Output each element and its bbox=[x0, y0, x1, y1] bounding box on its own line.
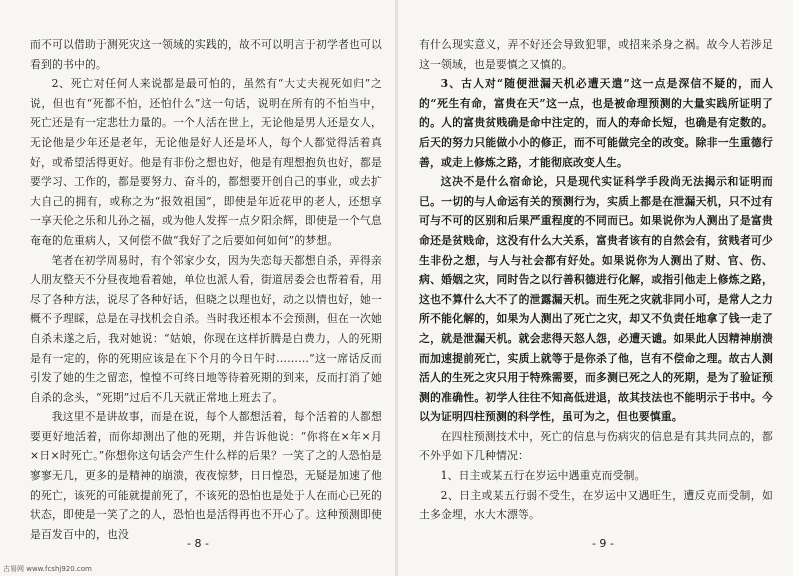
left-paragraph: 我这里不是讲故事，而是在说，每个人都想活着，每个活着的人都想要更好地活着，而你却测出了他的死期，并告诉他说：“你将在×年×月×日×时死亡。”你想你这句话会产生什么样的后果？一笑了之的人恐怕是寥寥无几，更多的是精神的崩溃，夜夜惊梦，日日惶恐，无疑是加速了他的死亡，该死的可能就提前死了，不该死的恐怕也是处于人在而心已死的状态，即使是一笑了之的人，恐怕也是活得再也不开心了。这种预测即使是百发百中的，也没 bbox=[30, 410, 382, 541]
right-paragraph: 这决不是什么宿命论，只是现代实证科学手段尚无法揭示和证明而已。一切的与人命运有关的预测行为，实质上都是在泄漏天机，只不过有可与不可的区别和后果严重程度的不同而已。如果说你为人测出了是富贵命还是贫贱命，这没有什么大关系，富贵者该有的自然会有，贫贱者可少生非份之想，与人与社会都有好处。如果说你为人测出了财、官、伤、病、婚姻之灾，同时告之以行善积德进行化解，或指引他走上修炼之路，这也不算什么大不了的泄露漏天机。而生死之灾就非同小可，是常人之力所不能化解的，如果为人测出了死亡之灾，却又不负责任地拿了钱一走了之，就是泄漏天机。就会悲得天怒人怨，必遭天谴。如果此人因精神崩溃而加速提前死亡，实质上就等于是你杀了他，岂有不偿命之理。故古人测活人的生死之灾只用于特殊需要，而多测已死之人的死期，是为了验证预测的准确性。初学人往往不知高低进退，故其技法也不能明示于书中。今以为证明四柱预测的科学性，虽可为之，但也要慎重。 bbox=[419, 175, 773, 424]
left-page-text bbox=[30, 35, 382, 544]
left-paragraph: 而不可以借助于测死灾这一领域的实践的，故不可以明言于初学者也可以看到的书中的。 bbox=[30, 38, 382, 71]
right-page bbox=[397, 0, 793, 560]
right-paragraph: 有什么现实意义，弄不好还会导致犯罪，或招来杀身之祸。故今人若涉足这一领域，也是要慎之又慎的。 bbox=[419, 38, 773, 71]
right-paragraph: 3、古人对“随便泄漏天机必遭天遣”这一点是深信不疑的，而人的“死生有命，富贵在天”这一点，也是被命理预测的大量实践所证明了的。人的富贵贫贱确是命中注定的，而人的寿命长短，也确是有定数的。后天的努力只能做小小的修正，而不可能做完全的改变。除非一生重德行善，或走上修炼之路，才能彻底改变人生。 bbox=[419, 77, 773, 169]
right-paragraph: 1、日主或某五行在岁运中遇重克而受制。 bbox=[440, 469, 646, 483]
page-number-left: - 8 - bbox=[187, 537, 209, 550]
source-watermark-url: 古易网 www.fcshj920.com bbox=[3, 565, 92, 573]
page-number-right: - 9 - bbox=[591, 537, 614, 550]
right-paragraph: 在四柱预测技术中，死亡的信息与伤病灾的信息是有其共同点的，都不外乎如下几种情况： bbox=[419, 429, 773, 463]
left-paragraph: 笔者在初学周易时，有个邻家少女，因为失恋每天都想自杀，弄得亲人朋友整天不分昼夜地看着她，单位也派人看，街道居委会也帮着看，用尽了各种方法，说尽了各种好话，但晓之以理也好，动之以情也好，她一概不予理睬，总是在寻找机会自杀。当时我还根本不会预测，但在一次她自杀未遂之后，我对她说：“姑娘，你现在这样折腾是白费力，人的死期是有一定的，你的死期应该是在下个月的今日午时………”这一席话反而引发了她的生之留恋，惶惶不可终日地等待着死期的到来，反而打消了她自杀的念头，“死期”过后不几天就正常地上班去了。 bbox=[30, 253, 382, 404]
right-page-text bbox=[419, 35, 773, 525]
left-page bbox=[0, 0, 396, 560]
left-paragraph: 2、死亡对任何人来说都是最可怕的，虽然有“大丈夫视死如归”之说，但也有“死都不怕，还怕什么”这一句话，说明在所有的不怕当中，死亡还是有一定悲壮力量的。一个人活在世上，无论他是男人还是女人，无论他是少年还是老年，无论他是好人还是坏人，每个人都觉得活着真好，或希望活得更好。他是有非份之想也好，他是有理想抱负也好，都是要学习、工作的，都是要努力、奋斗的，都想要开创自己的事业，或去扩大自己的拥有，或称之为“报效祖国”，即使是年近花甲的老人，还想享一享天伦之乐和儿孙之福，或为他人发挥一点夕阳余辉，即使是一个气息奄奄的危重病人，又何偿不做“我好了之后要如何如何”的梦想。 bbox=[30, 77, 382, 247]
right-paragraph: 2、日主或某五行弱不受生，在岁运中又遇旺生，遭反克而受制，如土多金埋，水大木漂等。 bbox=[419, 488, 773, 522]
